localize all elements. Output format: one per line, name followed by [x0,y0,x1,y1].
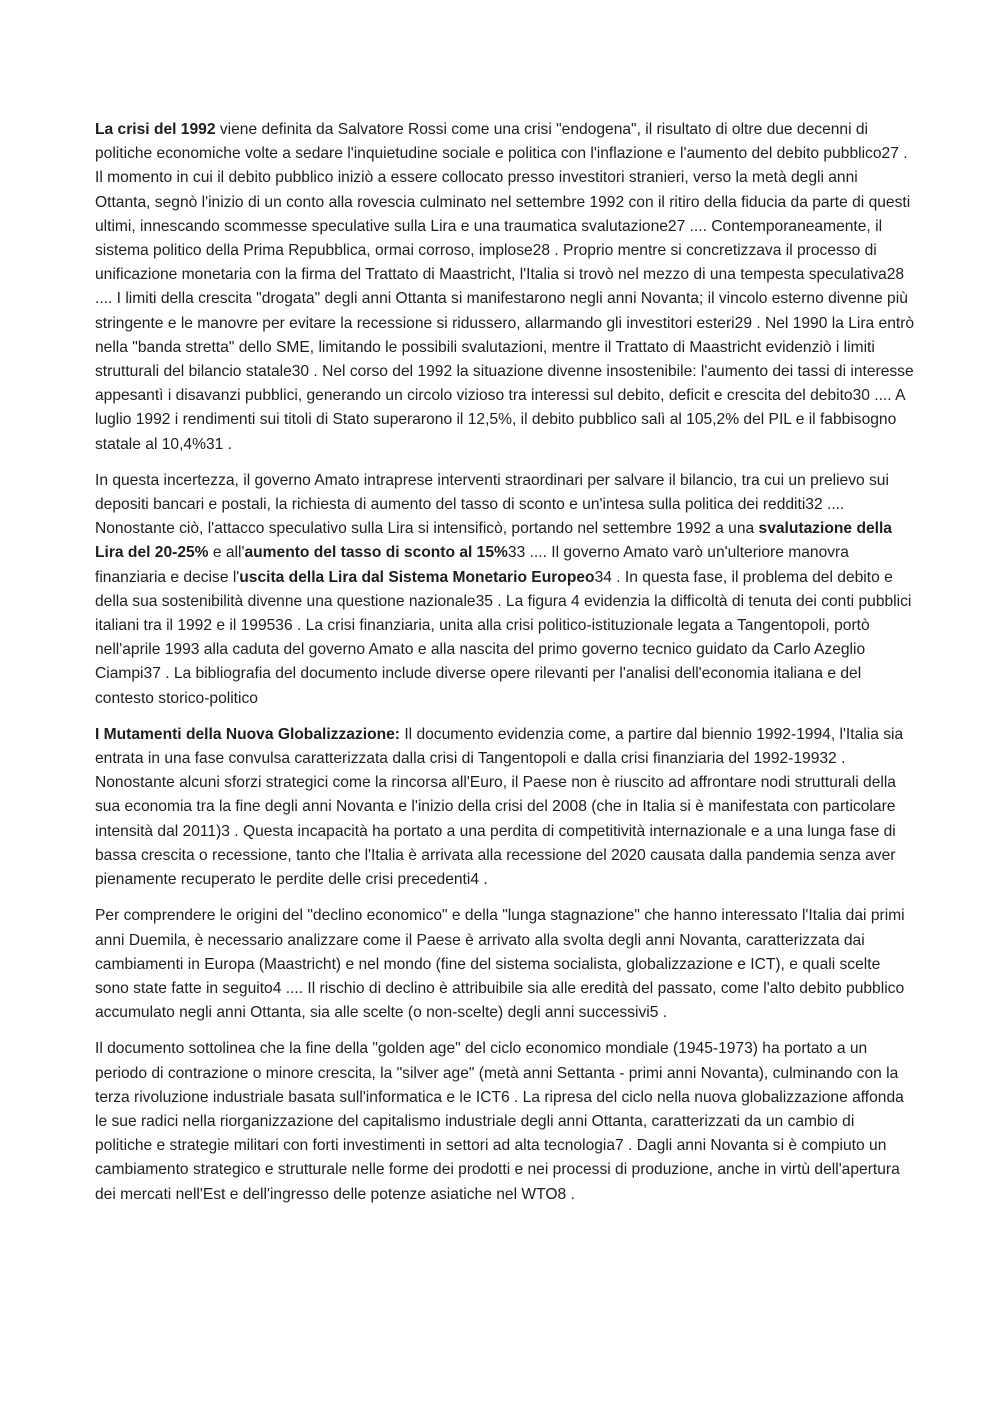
paragraph-text: Il documento sottolinea che la fine della "golden age" del ciclo economico mondiale (1945-1973) ha portato a un periodo di contrazione o minore crescita, la "silver age" (metà anni Settanta - primi anni Novanta), culminando con la terza rivoluzione industriale basata sull'informatica e le ICT6 . La ripresa del ciclo nella nuova globalizzazione affonda le sue radici nella riorganizzazione del capitalismo industriale degli anni Ottanta, caratterizzati da un cambio di politiche e strategie militari con forti investimenti in settori ad alta tecnologia7 . Dagli anni Novanta si è compiuto un cambiamento strategico e strutturale nelle forme dei prodotti e nei processi di produzione, anche in virtù dell'apertura dei mercati nell'Est e dell'ingresso delle potenze asiatiche nel WTO8 . [95,1040,904,1203]
paragraph-text: e all' [208,544,245,562]
paragraph-text: 34 . In questa fase, il problema del debito e della sua sostenibilità divenne una questione nazionale35 . La figura 4 evidenzia la difficoltà di tenuta dei conti pubblici italiani tra il 1992 e il 199536 . La crisi finanziaria, unita alla crisi politico-istituzionale legata a Tangentopoli, portò nell'aprile 1993 alla caduta del governo Amato e alla nascita del primo governo tecnico guidato da Carlo Azeglio Ciampi37 . La bibliografia del documento include diverse opere rilevanti per l'analisi dell'economia italiana e del contesto storico-politico [95,568,912,707]
paragraph-mutamenti-globalizzazione [95,723,915,892]
bold-phrase: uscita della Lira dal Sistema Monetario Europeo [239,568,595,586]
paragraph-declino-economico [95,904,915,1025]
paragraph-text: 33 .... Il governo Amato varò un'ulteriore manovra finanziaria e decise l' [95,544,849,586]
paragraph-crisi-1992 [95,118,915,457]
paragraph-text: viene definita da Salvatore Rossi come una crisi "endogena", il risultato di oltre due decenni di politiche economiche volte a sedare l'inquietudine sociale e politica con l'inflazione e l'aumento del debito pubblico27 . Il momento in cui il debito pubblico iniziò a essere collocato presso investitori stranieri, verso la metà degli anni Ottanta, segnò l'inizio di un conto alla rovescia culminato nel settembre 1992 con il ritiro della fiducia da parte di questi ultimi, innescando scommesse speculative sulla Lira e una traumatica svalutazione27 .... Contemporaneamente, il sistema politico della Prima Repubblica, ormai corroso, implose28 . Proprio mentre si concretizzava il processo di unificazione monetaria con la firma del Trattato di Maastricht, l'Italia si trovò nel mezzo di una tempesta speculativa28 .... I limiti della crescita "drogata" degli anni Ottanta si manifestarono negli anni Novanta; il vincolo esterno divenne più stringente e le manovre per evitare la recessione si ridussero, allarmando gli investitori esteri29 . Nel 1990 la Lira entrò nella "banda stretta" dello SME, limitando le possibili svalutazioni, mentre il Trattato di Maastricht evidenziò i limiti strutturali del bilancio statale30 . Nel corso del 1992 la situazione divenne insostenibile: l'aumento dei tassi di interesse appesantì i disavanzi pubblici, generando un circolo vizioso tra interessi sul debito, deficit e crescita del debito30 .... A luglio 1992 i rendimenti sui titoli di Stato superarono il 12,5%, il debito pubblico salì al 105,2% del PIL e il fabbisogno statale al 10,4%31 . [95,121,915,453]
paragraph-text: Il documento evidenzia come, a partire dal biennio 1992-1994, l'Italia sia entrata in una fase convulsa caratterizzata dalla crisi di Tangentopoli e dalla crisi finanziaria del 1992-19932 . Nonostante alcuni sforzi strategici come la rincorsa all'Euro, il Paese non è riuscito ad affrontare nodi strutturali della sua economia tra la fine degli anni Novanta e l'inizio della crisi del 2008 (che in Italia si è manifestata con particolare intensità dal 2011)3 . Questa incapacità ha portato a una perdita di competitività internazionale e a una lunga fase di bassa crescita o recessione, tanto che l'Italia è arrivata alla recessione del 2020 causata dalla pandemia senza aver pienamente recuperato le perdite delle crisi precedenti4 . [95,725,904,889]
bold-phrase: svalutazione della Lira del 20-25% [95,520,892,562]
bold-heading: La crisi del 1992 [95,121,216,138]
bold-phrase: aumento del tasso di sconto al 15% [244,544,508,562]
paragraph-text: Per comprendere le origini del "declino economico" e della "lunga stagnazione" che hanno interessato l'Italia dai primi anni Duemila, è necessario analizzare come il Paese è arrivato alla svolta degli anni Novanta, caratterizzata dai cambiamenti in Europa (Maastricht) e nel mondo (fine del sistema socialista, globalizzazione e ICT), e quali scelte sono state fatte in seguito4 .... Il rischio di declino è attribuibile sia alle eredità del passato, come l'alto debito pubblico accumulato negli anni Ottanta, sia alle scelte (o non-scelte) degli anni successivi5 . [95,907,905,1022]
document-page [95,118,915,1219]
paragraph-golden-age [95,1037,915,1206]
bold-heading: I Mutamenti della Nuova Globalizzazione: [95,725,400,743]
paragraph-text: In questa incertezza, il governo Amato intraprese interventi straordinari per salvare il bilancio, tra cui un prelievo sui depositi bancari e postali, la richiesta di aumento del tasso di sconto e un'intesa sulla politica dei redditi32 .... Nonostante ciò, l'attacco speculativo sulla Lira si intensificò, portando nel settembre 1992 a una [95,471,889,538]
paragraph-governo-amato [95,469,915,711]
